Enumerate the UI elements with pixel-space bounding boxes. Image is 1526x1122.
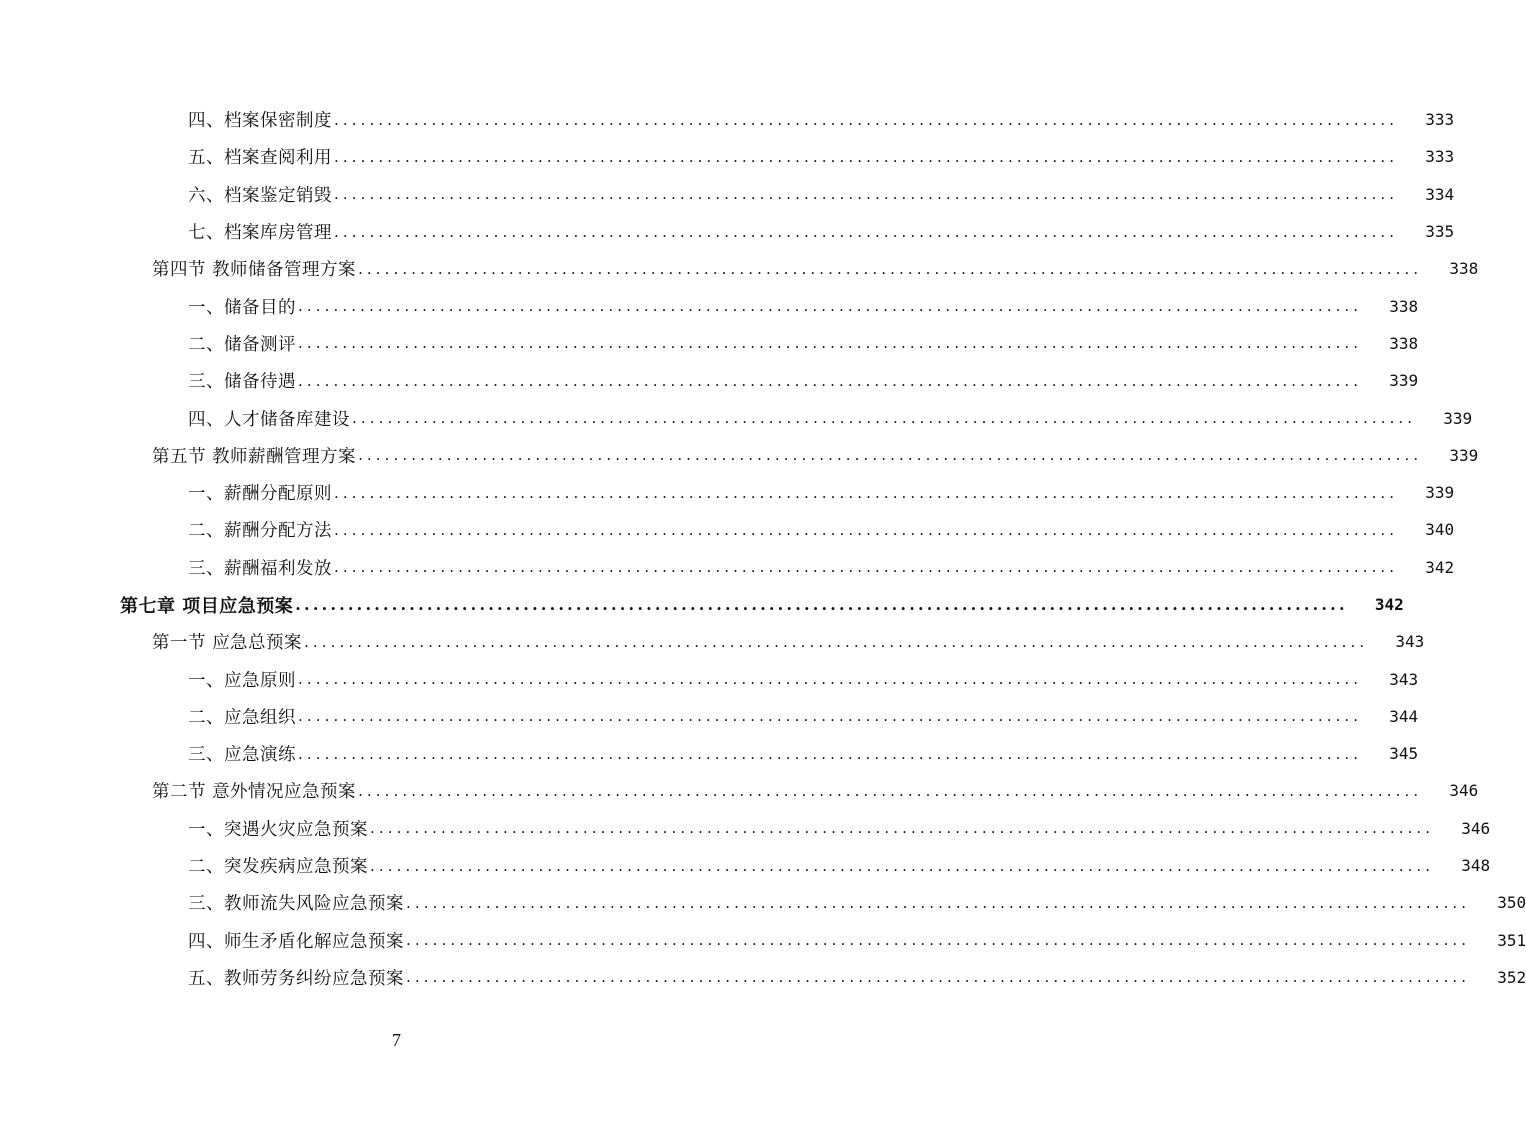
toc-dot-leader: ........................................................................................................................	[304, 632, 1369, 651]
toc-entry[interactable]	[0, 847, 1491, 884]
toc-dot-leader: ........................................................................................................................	[370, 819, 1435, 838]
toc-entry-page: 339	[1449, 445, 1479, 465]
toc-entry-page: 333	[1425, 110, 1455, 130]
toc-entry[interactable]	[0, 772, 1479, 809]
toc-entry-title: 第五节 教师薪酬管理方案	[152, 446, 357, 467]
toc-entry-page: 346	[1449, 781, 1479, 801]
toc-entry[interactable]	[0, 884, 1526, 921]
toc-entry[interactable]	[0, 511, 1455, 548]
toc-dot-leader: ........................................................................................................................	[298, 670, 1363, 689]
toc-entry-title: 三、储备待遇	[188, 372, 296, 393]
toc-dot-leader: ........................................................................................................................	[358, 446, 1423, 465]
toc-dot-leader: ........................................................................................................................	[298, 334, 1363, 353]
toc-entry-title: 一、薪酬分配原则	[188, 484, 332, 505]
toc-entry[interactable]	[0, 138, 1455, 175]
toc-dot-leader: ........................................................................................................................	[352, 409, 1417, 428]
toc-entry[interactable]	[0, 735, 1419, 772]
toc-entry[interactable]	[0, 698, 1419, 735]
toc-dot-leader: ........................................................................................................................	[334, 110, 1399, 129]
toc-entry[interactable]	[0, 623, 1425, 660]
toc-entry[interactable]	[0, 660, 1419, 697]
toc-entry-page: 333	[1425, 147, 1455, 167]
toc-entry-page: 348	[1461, 856, 1491, 876]
toc-entry[interactable]	[0, 474, 1455, 511]
toc-entry-title: 五、档案查阅利用	[188, 148, 332, 169]
toc-dot-leader: ........................................................................................................................	[334, 222, 1399, 241]
toc-entry[interactable]	[0, 959, 1526, 996]
toc-entry-title: 一、应急原则	[188, 670, 296, 691]
toc-entry-page: 339	[1425, 483, 1455, 503]
toc-dot-leader: ........................................................................................................................	[370, 856, 1435, 875]
toc-entry-title: 二、应急组织	[188, 707, 296, 728]
toc-dot-leader: ........................................................................................................................	[298, 297, 1363, 316]
toc-dot-leader: ........................................................................................................................	[358, 259, 1423, 278]
table-of-contents	[0, 101, 1526, 996]
toc-entry-page: 346	[1461, 818, 1491, 838]
toc-entry-title: 二、突发疾病应急预案	[188, 857, 368, 878]
toc-entry-title: 四、人才储备库建设	[188, 409, 350, 430]
toc-entry-page: 351	[1497, 930, 1526, 950]
toc-entry-page: 334	[1425, 184, 1455, 204]
toc-entry[interactable]	[0, 399, 1473, 436]
toc-entry-page: 342	[1374, 595, 1404, 614]
toc-dot-leader: ........................................................................................................................	[295, 595, 1348, 614]
toc-entry-title: 六、档案鉴定销毁	[188, 185, 332, 206]
toc-entry-page: 343	[1395, 632, 1425, 652]
toc-entry-title: 三、应急演练	[188, 745, 296, 766]
toc-entry-page: 340	[1425, 520, 1455, 540]
toc-entry-page: 338	[1389, 296, 1419, 316]
toc-entry-page: 350	[1497, 893, 1526, 913]
page-number: 7	[392, 1030, 401, 1050]
toc-entry[interactable]	[0, 586, 1404, 623]
toc-entry-title: 第一节 应急总预案	[152, 633, 303, 654]
toc-dot-leader: ........................................................................................................................	[334, 558, 1399, 577]
toc-dot-leader: ........................................................................................................................	[334, 483, 1399, 502]
toc-entry-title: 二、薪酬分配方法	[188, 521, 332, 542]
toc-entry[interactable]	[0, 325, 1419, 362]
toc-entry[interactable]	[0, 176, 1455, 213]
toc-entry-page: 338	[1449, 259, 1479, 279]
toc-entry-page: 339	[1443, 408, 1473, 428]
toc-entry-page: 338	[1389, 333, 1419, 353]
toc-entry-title: 四、档案保密制度	[188, 111, 332, 132]
toc-entry-title: 三、教师流失风险应急预案	[188, 894, 404, 915]
toc-dot-leader: ........................................................................................................................	[334, 147, 1399, 166]
toc-dot-leader: ........................................................................................................................	[298, 707, 1363, 726]
toc-entry-title: 一、突遇火灾应急预案	[188, 819, 368, 840]
toc-entry-page: 342	[1425, 557, 1455, 577]
toc-dot-leader: ........................................................................................................................	[406, 968, 1471, 987]
toc-entry[interactable]	[0, 922, 1526, 959]
toc-dot-leader: ........................................................................................................................	[406, 893, 1471, 912]
toc-entry-title: 四、师生矛盾化解应急预案	[188, 931, 404, 952]
toc-entry-page: 339	[1389, 371, 1419, 391]
toc-entry[interactable]	[0, 101, 1455, 138]
toc-entry-page: 352	[1497, 967, 1526, 987]
toc-entry-page: 343	[1389, 669, 1419, 689]
toc-entry-title: 第七章 项目应急预案	[120, 595, 294, 617]
toc-entry[interactable]	[0, 287, 1419, 324]
toc-entry[interactable]	[0, 810, 1491, 847]
toc-entry-title: 第四节 教师储备管理方案	[152, 260, 357, 281]
toc-dot-leader: ........................................................................................................................	[334, 520, 1399, 539]
toc-entry-title: 一、储备目的	[188, 297, 296, 318]
toc-entry[interactable]	[0, 549, 1455, 586]
toc-dot-leader: ........................................................................................................................	[298, 744, 1363, 763]
toc-dot-leader: ........................................................................................................................	[406, 931, 1471, 950]
toc-entry-title: 二、储备测评	[188, 334, 296, 355]
toc-entry[interactable]	[0, 213, 1455, 250]
toc-entry-page: 344	[1389, 706, 1419, 726]
toc-entry-title: 七、档案库房管理	[188, 223, 332, 244]
toc-entry[interactable]	[0, 362, 1419, 399]
toc-dot-leader: ........................................................................................................................	[334, 185, 1399, 204]
toc-dot-leader: ........................................................................................................................	[358, 781, 1423, 800]
toc-dot-leader: ........................................................................................................................	[298, 371, 1363, 390]
toc-entry[interactable]	[0, 250, 1479, 287]
toc-entry-title: 五、教师劳务纠纷应急预案	[188, 968, 404, 989]
toc-entry-title: 第二节 意外情况应急预案	[152, 782, 357, 803]
toc-entry-page: 335	[1425, 222, 1455, 242]
toc-entry[interactable]	[0, 437, 1479, 474]
toc-entry-title: 三、薪酬福利发放	[188, 558, 332, 579]
toc-entry-page: 345	[1389, 744, 1419, 764]
